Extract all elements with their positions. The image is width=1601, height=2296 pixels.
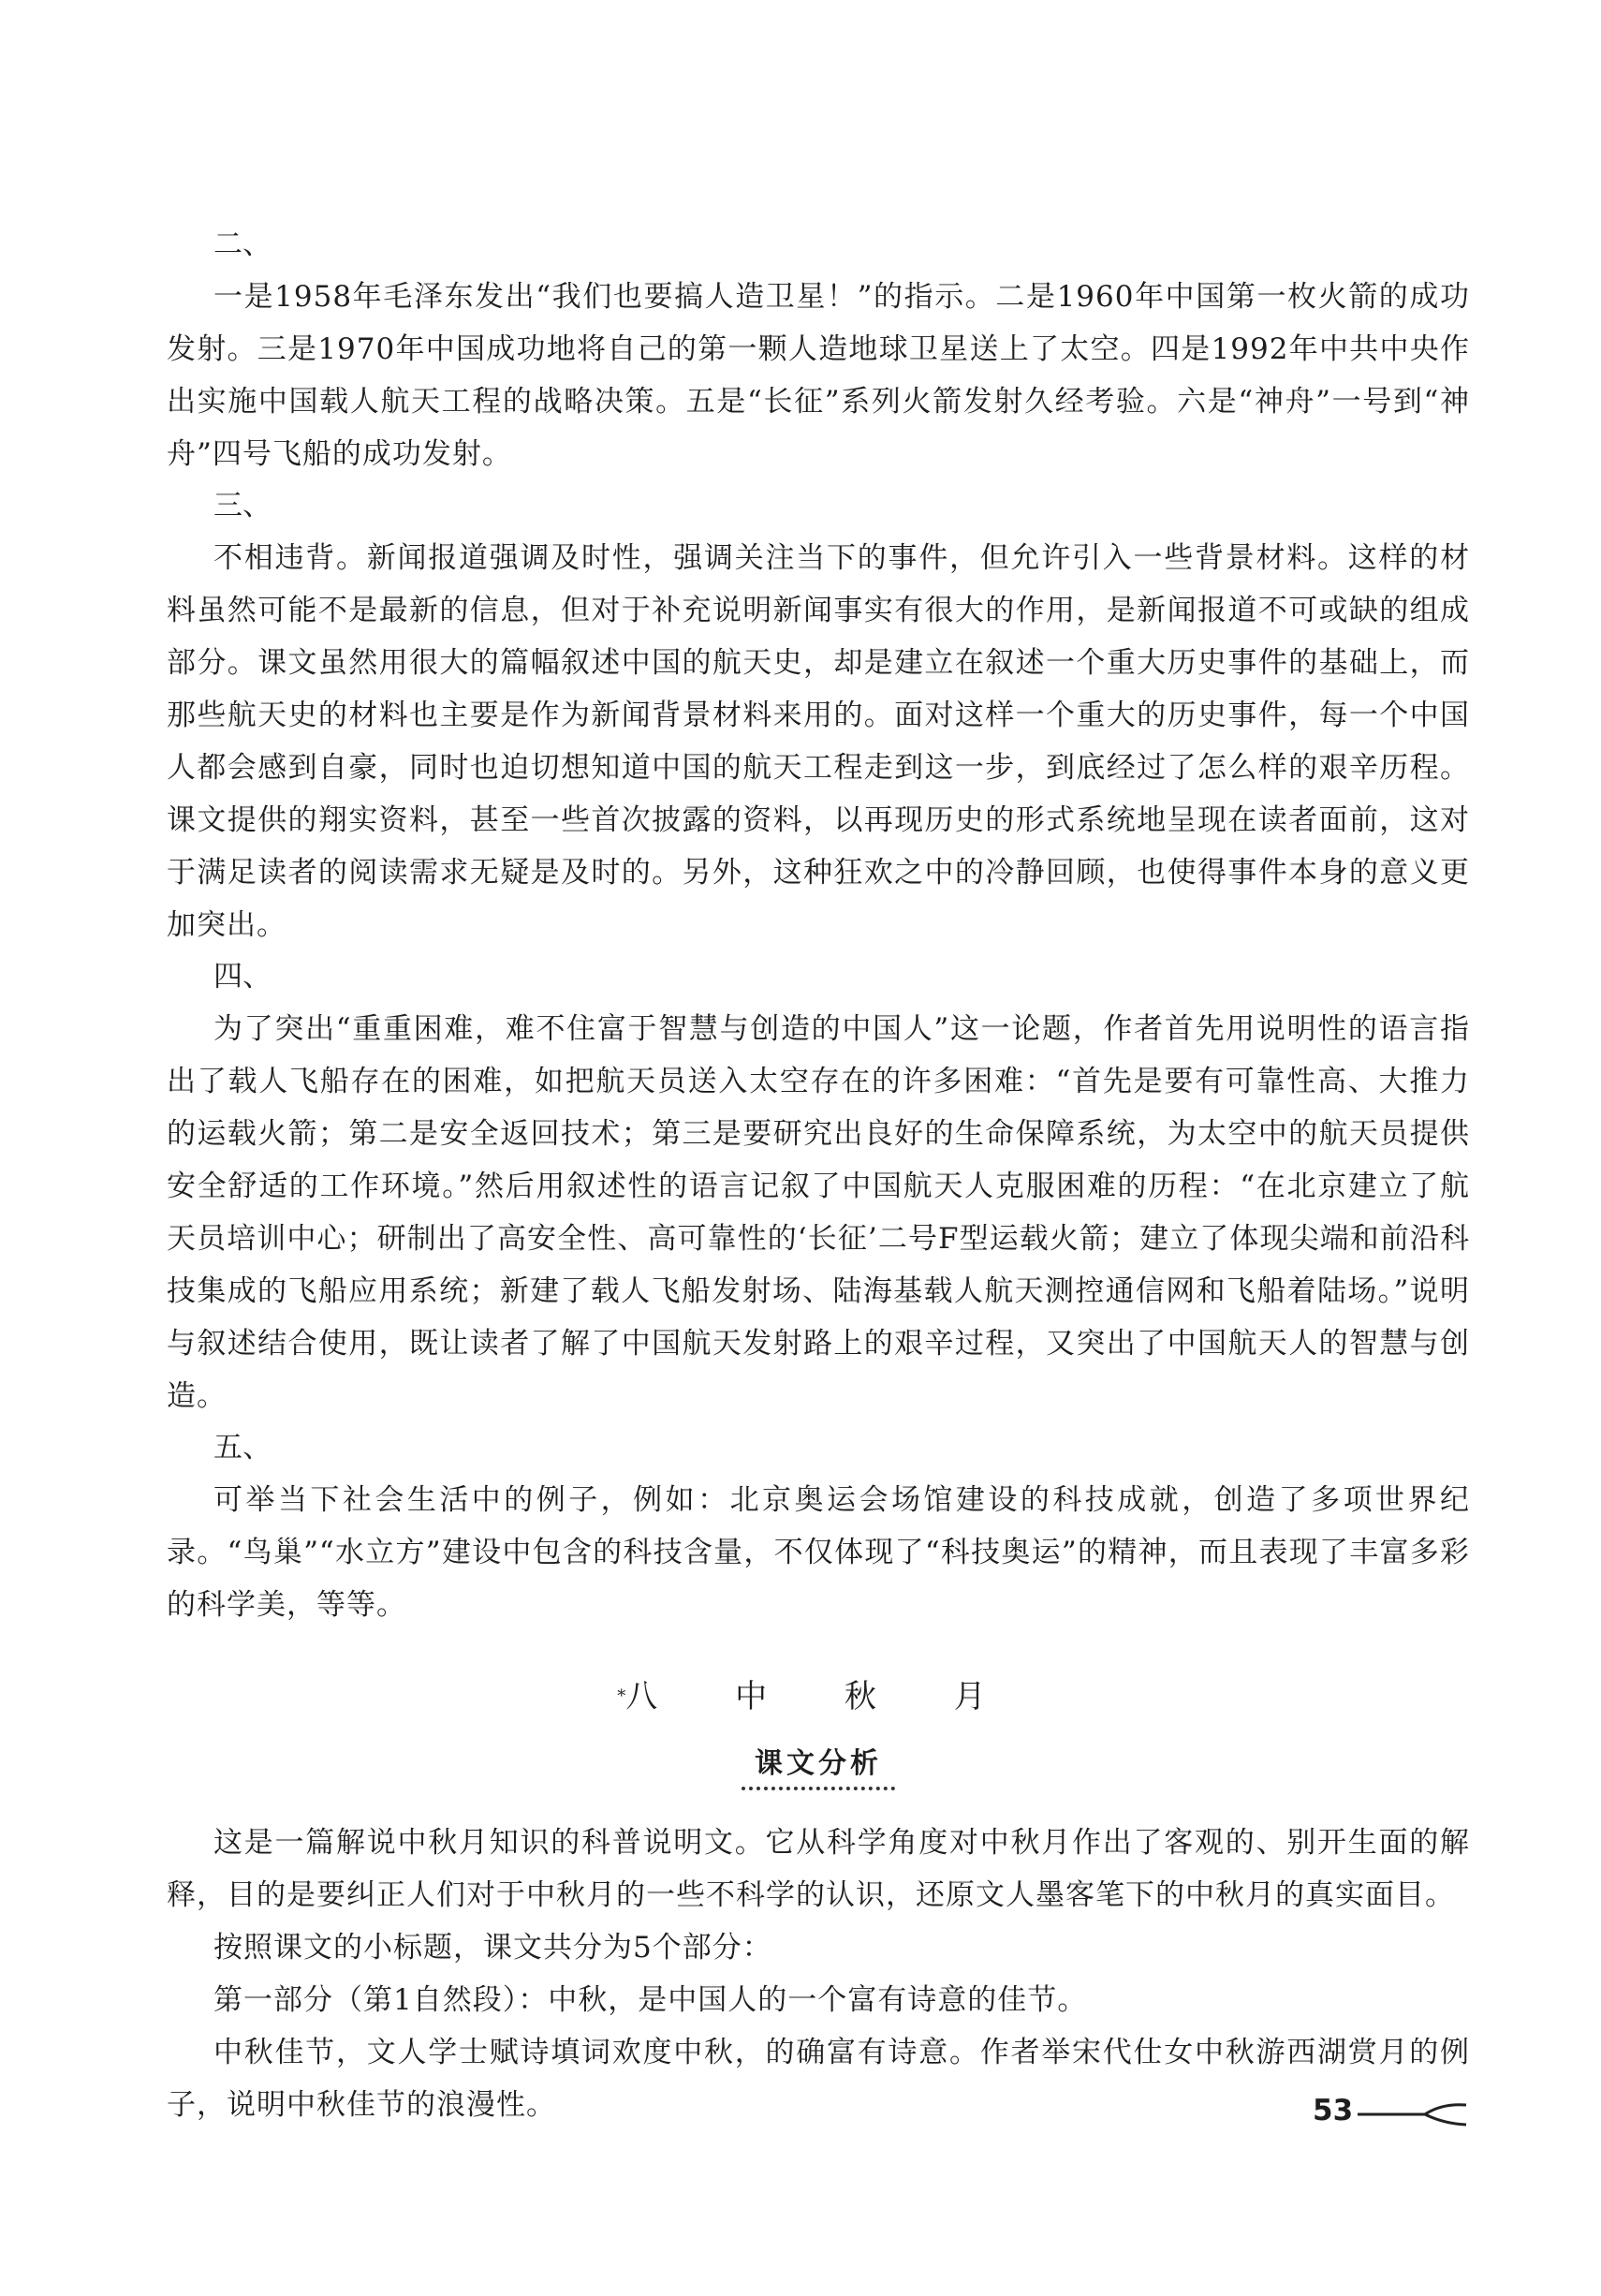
analysis: [167, 1817, 1470, 2131]
section-label: 三、: [213, 489, 272, 522]
section-label: 五、: [213, 1431, 272, 1464]
scissors-icon: [1358, 2099, 1468, 2127]
section-label: 二、: [213, 228, 272, 261]
paragraph: 中秋佳节，文人学士赋诗填词欢度中秋，的确富有诗意。作者举宋代仕女中秋游西湖赏月的例子，说明中秋佳节的浪漫性。: [167, 2036, 1470, 2122]
paragraph: 第一部分（第1自然段）：中秋，是中国人的一个富有诗意的佳节。: [213, 1983, 1088, 2017]
chapter-title-text: 八 中 秋 月: [625, 1678, 1020, 1715]
paragraph: 这是一篇解说中秋月知识的科普说明文。它从科学角度对中秋月作出了客观的、别开生面的解释，目的是要纠正人们对于中秋月的一些不科学的认识，还原文人墨客笔下的中秋月的真实面目。: [167, 1826, 1470, 1912]
page-body: [167, 219, 1470, 2131]
section-2: [167, 219, 1470, 480]
section-5: [167, 1422, 1470, 1631]
section-4: [167, 951, 1470, 1422]
chapter-title: [167, 1669, 1470, 1725]
paragraph: 按照课文的小标题，课文共分为5个部分：: [213, 1931, 772, 1965]
subheading: 课文分析: [742, 1740, 895, 1790]
paragraph: 可举当下社会生活中的例子，例如：北京奥运会场馆建设的科技成就，创造了多项世界纪录。“鸟巢”“水立方”建设中包含的科技含量，不仅体现了“科技奥运”的精神，而且表现了丰富多彩的科学美，等等。: [167, 1483, 1470, 1622]
subheading-wrap: [167, 1740, 1470, 1790]
section-3: [167, 480, 1470, 951]
section-label: 四、: [213, 960, 272, 993]
paragraph: 一是1958年毛泽东发出“我们也要搞人造卫星！”的指示。二是1960年中国第一枚火箭的成功发射。三是1970年中国成功地将自己的第一颗人造地球卫星送上了太空。四是1992年中共中央作出实施中国载人航天工程的战略决策。五是“长征”系列火箭发射久经考验。六是“神舟”一号到“神舟”四号飞船的成功发射。: [167, 280, 1470, 471]
page-footer: [1313, 2094, 1472, 2141]
paragraph: 不相违背。新闻报道强调及时性，强调关注当下的事件，但允许引入一些背景材料。这样的材料虽然可能不是最新的信息，但对于补充说明新闻事实有很大的作用，是新闻报道不可或缺的组成部分。课文虽然用很大的篇幅叙述中国的航天史，却是建立在叙述一个重大历史事件的基础上，而那些航天史的材料也主要是作为新闻背景材料来用的。面对这样一个重大的历史事件，每一个中国人都会感到自豪，同时也迫切想知道中国的航天工程走到这一步，到底经过了怎么样的艰辛历程。课文提供的翔实资料，甚至一些首次披露的资料，以再现历史的形式系统地呈现在读者面前，这对于满足读者的阅读需求无疑是及时的。另外，这种狂欢之中的冷静回顾，也使得事件本身的意义更加突出。: [167, 541, 1470, 942]
paragraph: 为了突出“重重困难，难不住富于智慧与创造的中国人”这一论题，作者首先用说明性的语言指出了载人飞船存在的困难，如把航天员送入太空存在的许多困难：“首先是要有可靠性高、大推力的运载火箭；第二是安全返回技术；第三是要研究出良好的生命保障系统，为太空中的航天员提供安全舒适的工作环境。”然后用叙述性的语言记叙了中国航天人克服困难的历程：“在北京建立了航天员培训中心；研制出了高安全性、高可靠性的‘长征’二号F型运载火箭；建立了体现尖端和前沿科技集成的飞船应用系统；新建了载人飞船发射场、陆海基载人航天测控通信网和飞船着陆场。”说明与叙述结合使用，既让读者了解了中国航天发射路上的艰辛过程，又突出了中国航天人的智慧与创造。: [167, 1012, 1470, 1413]
chapter-mark: *: [617, 1686, 626, 1706]
page-number: 53: [1313, 2094, 1354, 2127]
